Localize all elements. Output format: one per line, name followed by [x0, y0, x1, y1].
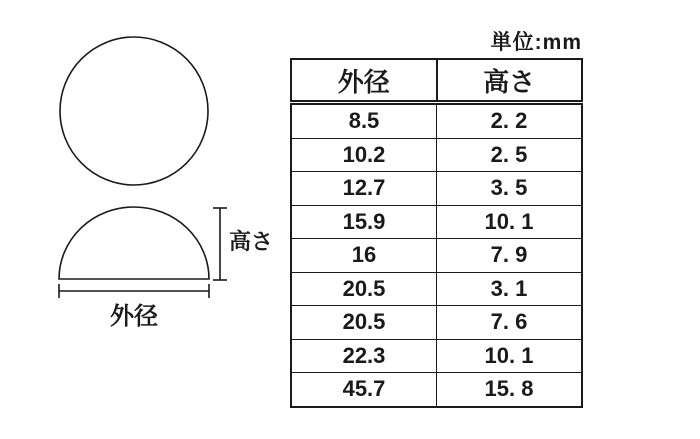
table-row	[291, 172, 582, 206]
cell-height: 2. 2	[437, 103, 583, 139]
unit-label: 単位:mm	[490, 31, 582, 54]
cell-height: 3. 1	[437, 272, 583, 306]
cell-outer-diameter: 8.5	[291, 103, 437, 139]
cell-outer-diameter: 45.7	[291, 373, 437, 407]
cell-height: 15. 8	[437, 373, 583, 407]
table-row	[291, 306, 582, 340]
col-header-height: 高さ	[437, 59, 583, 103]
col-header-outer-diameter: 外径	[291, 59, 437, 103]
table-row	[291, 205, 582, 239]
table-row	[291, 339, 582, 373]
cell-height: 3. 5	[437, 172, 583, 206]
height-dimension-label: 高さ	[229, 229, 274, 254]
cell-outer-diameter: 10.2	[291, 138, 437, 172]
cell-outer-diameter: 20.5	[291, 272, 437, 306]
cell-outer-diameter: 20.5	[291, 306, 437, 340]
cell-outer-diameter: 12.7	[291, 172, 437, 206]
table-row	[291, 373, 582, 407]
table-header-row	[291, 59, 582, 103]
cell-height: 10. 1	[437, 205, 583, 239]
cell-height: 7. 6	[437, 306, 583, 340]
cell-height: 7. 9	[437, 239, 583, 273]
table-row	[291, 239, 582, 273]
table-row	[291, 103, 582, 139]
diameter-dimension-label: 外径	[110, 303, 158, 330]
top-view-circle-shape	[60, 37, 208, 185]
table-row	[291, 138, 582, 172]
cell-height: 10. 1	[437, 339, 583, 373]
side-view-dome-shape	[59, 207, 209, 279]
cell-outer-diameter: 22.3	[291, 339, 437, 373]
height-dimension-line	[213, 208, 227, 280]
spec-table	[290, 58, 583, 408]
table-row	[291, 272, 582, 306]
cell-outer-diameter: 15.9	[291, 205, 437, 239]
cell-height: 2. 5	[437, 138, 583, 172]
cell-outer-diameter: 16	[291, 239, 437, 273]
shape-diagram	[0, 0, 290, 340]
